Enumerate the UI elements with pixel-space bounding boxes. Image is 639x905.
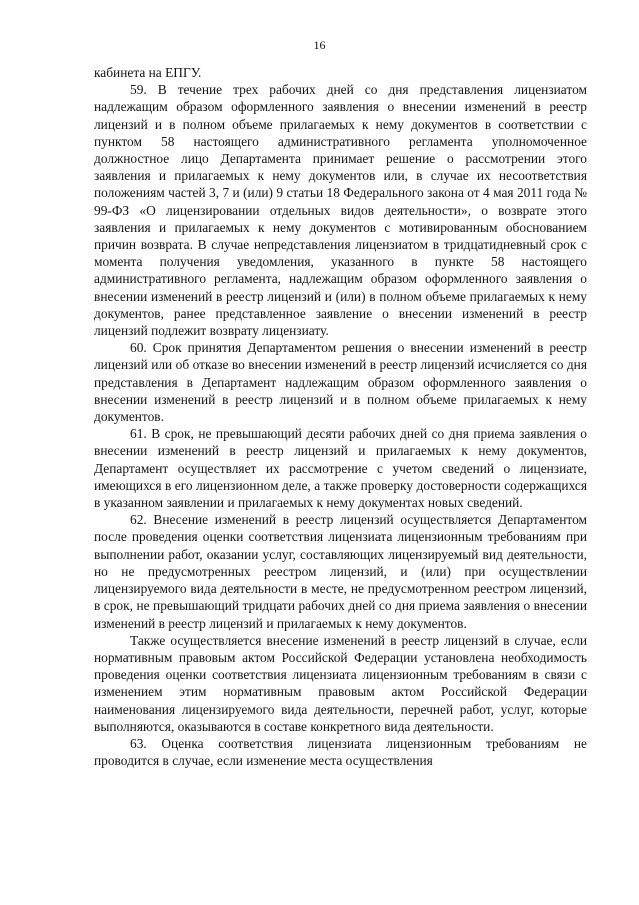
paragraph-62-continued: Также осуществляется внесение изменений в реестр лицензий в случае, если нормативным правовым актом Российской Федерации установлена необходимость проведения оценки соответствия лицензиата лицензионным требованиям в связи с изменением этим нормативным правовым актом Российской Федерации наименования лицензируемого вида деятельности, перечней работ, услуг, которые выполняются, оказываются в составе конкретного вида деятельности. <box>94 632 587 734</box>
paragraph-63: 63. Оценка соответствия лицензиата лицензионным требованиям не проводится в случае, если изменение места осуществления <box>94 735 587 769</box>
paragraph-59: 59. В течение трех рабочих дней со дня представления лицензиатом надлежащим образом оформленного заявления о внесении изменений в реестр лицензий и в полном объеме прилагаемых к нему документов в соответствии с пунктом 58 настоящего административного регламента уполномоченное должностное лицо Департамента принимает решение о рассмотрении этого заявления и прилагаемых к нему документов или, в случае их несоответствия положениям частей 3, 7 и (или) 9 статьи 18 Федерального закона от 4 мая 2011 года № 99-ФЗ «О лицензировании отдельных видов деятельности», о возврате этого заявления и прилагаемых к нему документов с мотивированным обоснованием причин возврата. В случае непредставления лицензиатом в тридцатидневный срок с момента получения уведомления, указанного в пункте 58 настоящего административного регламента, надлежащим образом оформленного заявления о внесении изменений в реестр лицензий и (или) в полном объеме прилагаемых к нему документов, ранее представленное заявление о внесении изменений в реестр лицензий подлежит возврату лицензиату. <box>94 82 587 339</box>
paragraph-continuation: кабинета на ЕПГУ. <box>94 65 202 80</box>
page-number: 16 <box>313 38 326 52</box>
paragraph-61: 61. В срок, не превышающий десяти рабочих дней со дня приема заявления о внесении изменений в реестр лицензий и прилагаемых к нему документов, Департамент осуществляет их рассмотрение с учетом сведений о лицензиате, имеющихся в его лицензионном деле, а также проверку достоверности содержащихся в указанном заявлении и прилагаемых к нему документах новых сведений. <box>94 426 587 511</box>
document-body <box>94 64 587 769</box>
paragraph-62: 62. Внесение изменений в реестр лицензий осуществляется Департаментом после проведения оценки соответствия лицензиата лицензионным требованиям при выполнении работ, оказании услуг, составляющих лицензируемый вид деятельности, но не предусмотренных реестром лицензий, и (или) при осуществлении лицензируемого вида деятельности в месте, не предусмотренном реестром лицензий, в срок, не превышающий тридцати рабочих дней со дня приема заявления о внесении изменений в реестр лицензий и прилагаемых к нему документов. <box>94 512 587 631</box>
paragraph-60: 60. Срок принятия Департаментом решения о внесении изменений в реестр лицензий или об отказе во внесении изменений в реестр лицензий исчисляется со дня представления в Департамент надлежащим образом оформленного заявления о внесении изменений в реестр лицензий и в полном объеме прилагаемых к нему документов. <box>94 340 587 425</box>
